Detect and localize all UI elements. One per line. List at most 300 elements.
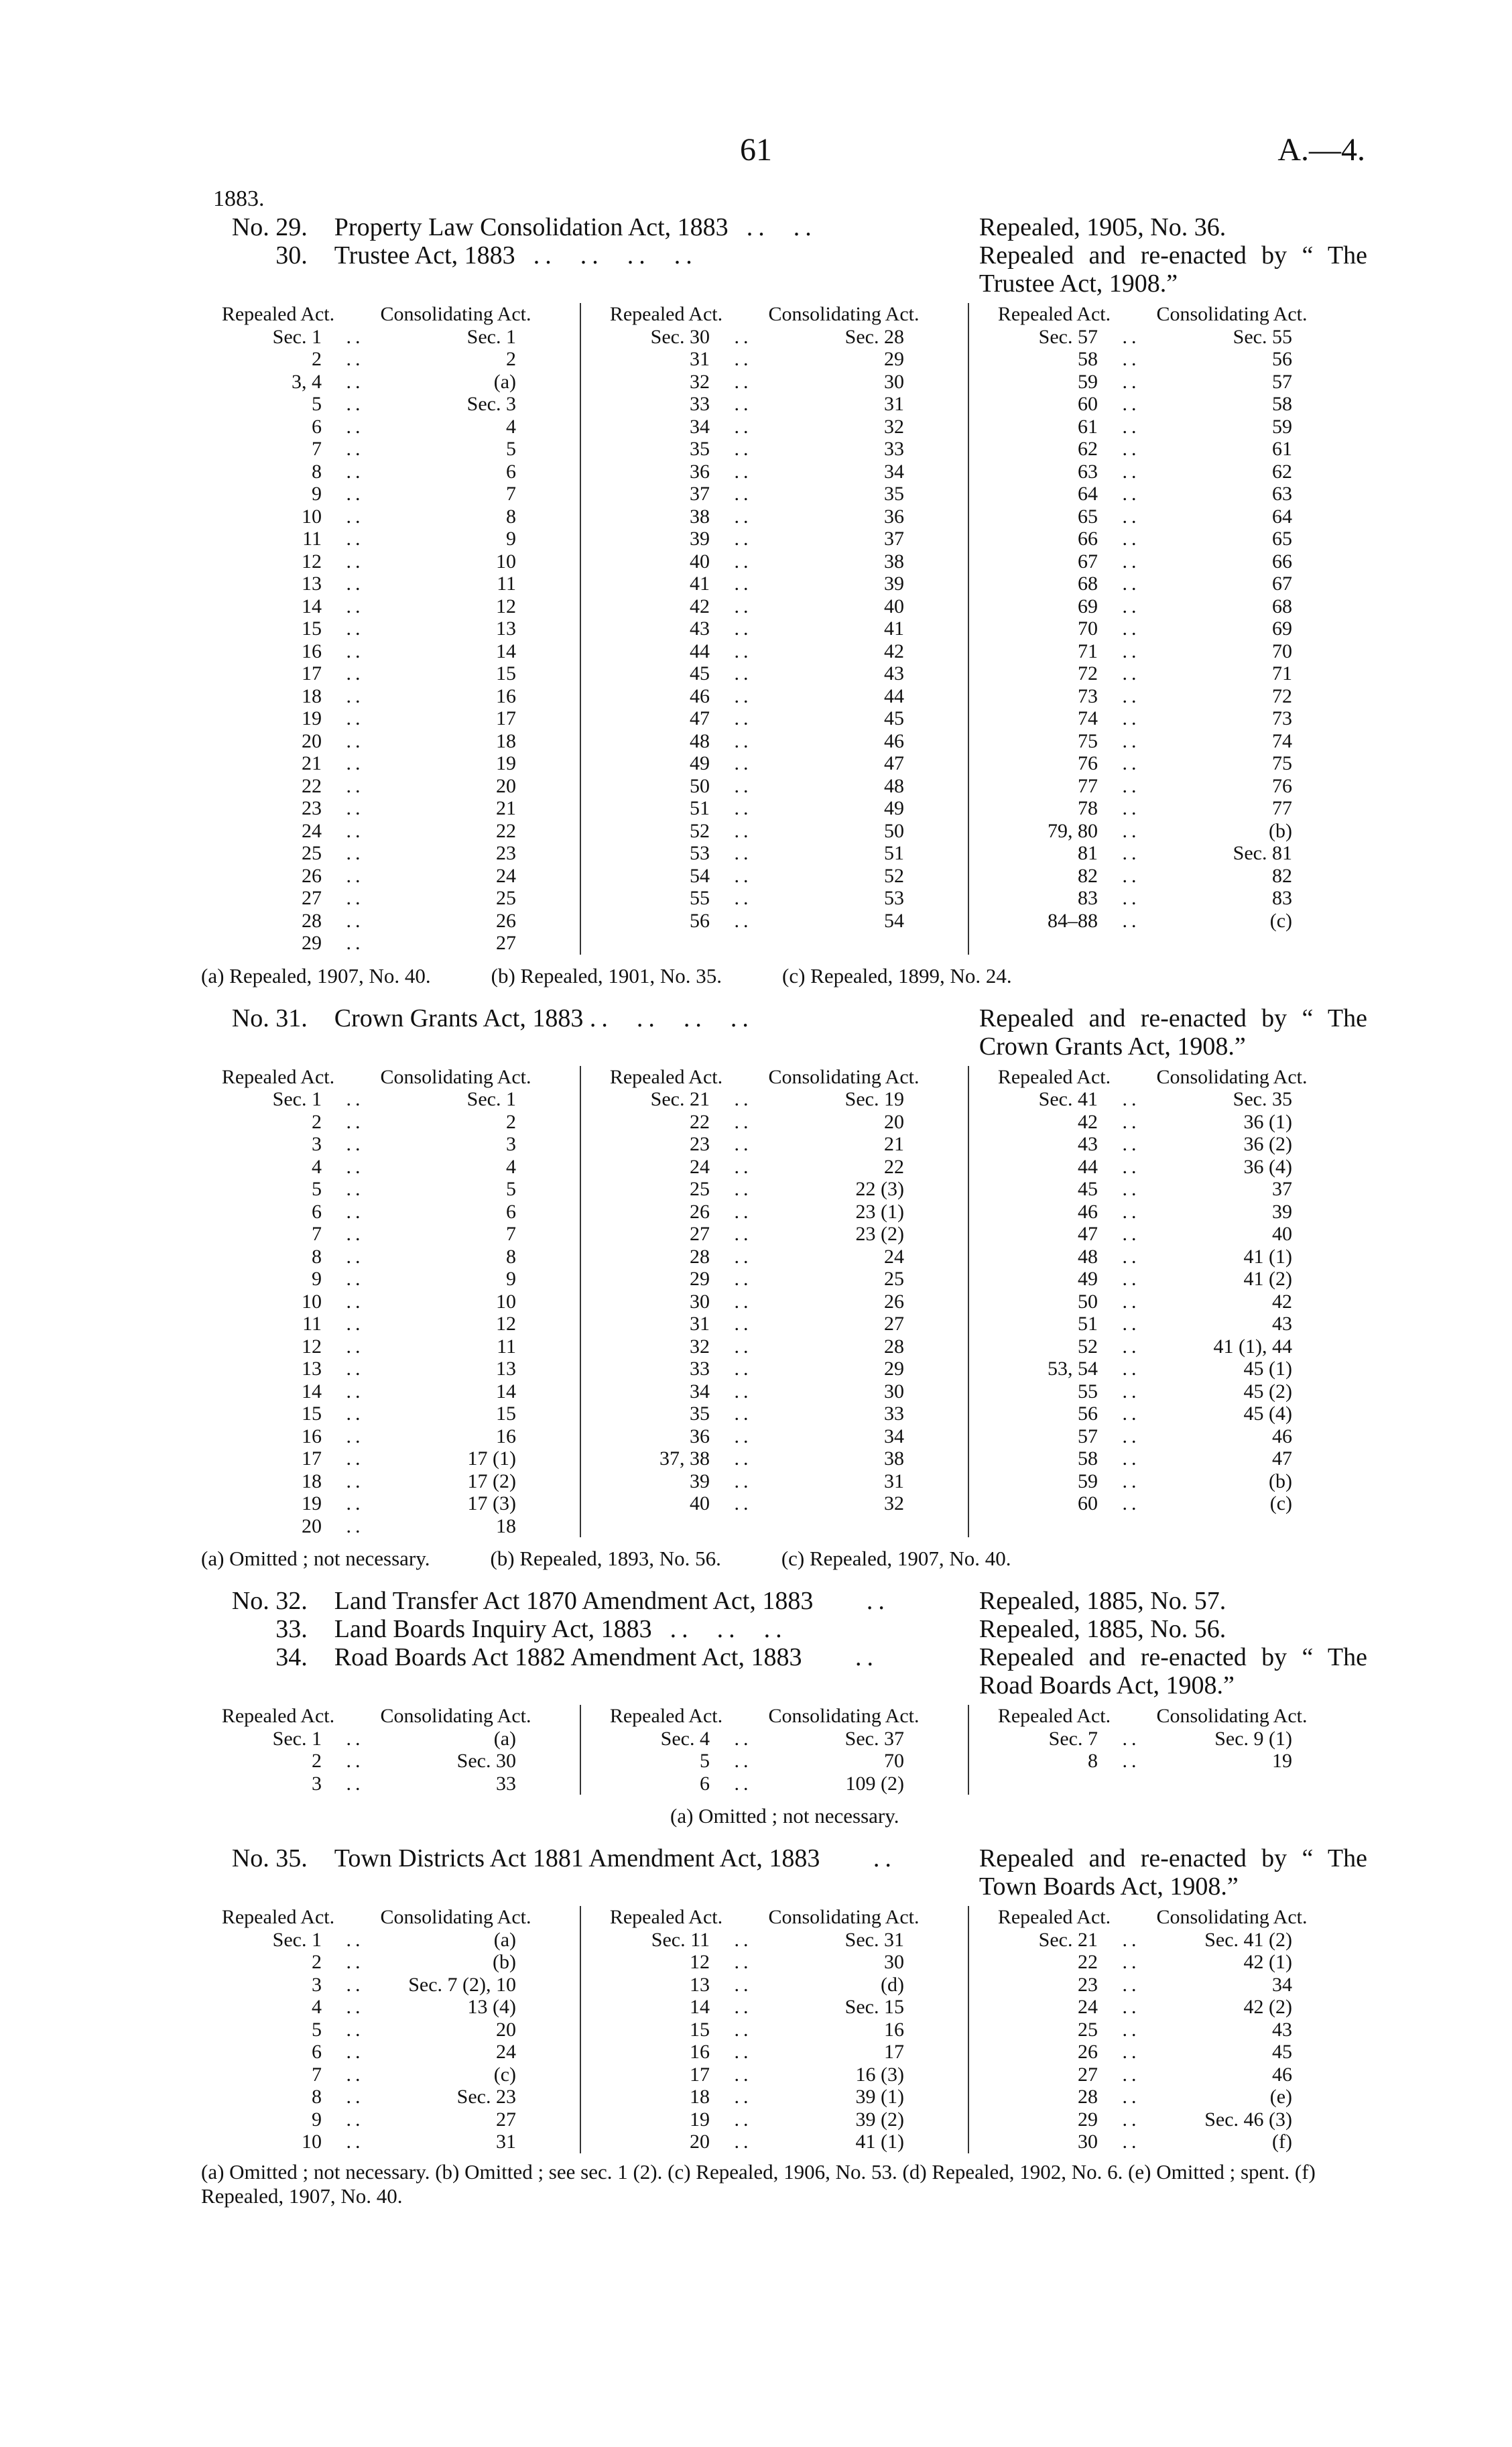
consolidating-section-cell: 64 [1272,505,1292,528]
table-row [977,752,1356,775]
table-row [977,528,1356,550]
consolidating-section-cell: 15 [496,662,516,684]
repealed-section-cell: 68 [1078,573,1098,595]
table-row [977,1133,1356,1156]
consolidating-section-cell: 63 [1272,483,1292,505]
leader-dots: .. [346,662,365,684]
repealed-section-cell: 14 [302,1380,322,1402]
consolidating-section-cell: 22 (3) [855,1178,904,1200]
consolidating-act-header: Consolidating Act. [380,1065,531,1088]
leader-dots: .. [346,1200,365,1223]
repealed-section-cell: 10 [302,505,322,528]
consolidating-act-header: Consolidating Act. [380,303,531,325]
leader-dots: .. [1122,2041,1141,2063]
table-row [977,1728,1356,1750]
table-row [201,1201,580,1224]
repealed-section-cell: 5 [312,2018,322,2041]
leader-dots: .. [346,1996,365,2018]
repealed-section-cell: 16 [302,1425,322,1447]
act-row-32 [201,1587,1367,1615]
leader-dots: .. [1122,325,1141,348]
consolidating-section-cell: (d) [881,1973,904,1996]
repealed-section-cell: 24 [1078,1996,1098,2018]
consolidating-section-cell: (c) [493,2063,516,2086]
repealed-section-cell: 7 [312,1223,322,1245]
leader-dots: .. [346,1470,365,1492]
repealed-act-header: Repealed Act. [221,1065,335,1088]
consolidating-section-cell: 38 [884,1447,904,1470]
leader-dots: .. [1122,1973,1141,1996]
consolidating-section-cell: 11 [497,573,516,595]
repealed-section-cell: 8 [1088,1750,1098,1772]
consolidating-section-cell: 9 [506,528,516,550]
repealed-section-cell: 65 [1078,505,1098,528]
table-row [201,1996,580,2019]
leader-dots: .. [734,595,753,617]
leader-dots: .. [1122,1200,1141,1223]
table-row [589,1268,968,1291]
act-number: No. 29. [231,213,308,241]
table-row [977,820,1356,843]
leader-dots: .. [1122,774,1141,797]
act-status: Repealed and re-enacted by “ The Trustee Act, 1908.” [979,241,1368,298]
repealed-act-header: Repealed Act. [221,303,335,325]
table-row [589,1773,968,1795]
consolidating-section-cell: 54 [884,909,904,932]
leader-dots: .. [734,617,753,640]
repealed-section-cell: 40 [690,1492,710,1514]
table-row [201,1447,580,1470]
leader-dots: .. [1122,887,1141,909]
repealed-section-cell: 19 [690,2108,710,2131]
consolidating-section-cell: 16 [884,2018,904,2041]
repealed-section-cell: 46 [690,684,710,707]
table-row [589,326,968,349]
consolidating-section-cell: 52 [884,864,904,887]
leader-dots: .. [734,1155,753,1178]
act-title-text: Land Boards Inquiry Act, 1883 [334,1615,652,1643]
table-row [201,1111,580,1134]
consolidating-section-cell: 6 [506,1200,516,1223]
leader-dots: .. [1122,1470,1141,1492]
repealed-section-cell: 9 [312,2108,322,2131]
consolidating-section-cell: 46 [1272,1425,1292,1447]
leader-dots: .. [346,550,365,573]
table-row [589,1088,968,1111]
leader-dots: .. [346,1335,365,1358]
repealed-section-cell: 8 [312,460,322,483]
repealed-section-cell: 2 [312,1750,322,1772]
repealed-section-cell: 11 [302,528,322,550]
table-row [589,1358,968,1380]
repealed-section-cell: 24 [690,1155,710,1178]
table-row [201,865,580,888]
leader-dots: .. [734,640,753,662]
leader-dots: .. [346,909,365,932]
leader-dots: .. [734,1335,753,1358]
consolidating-section-cell: 75 [1272,752,1292,774]
table-row [201,1470,580,1493]
repealed-section-cell: 26 [690,1200,710,1223]
leader-dots: .. [1122,370,1141,393]
footnote: (c) Repealed, 1899, No. 24. [782,963,1012,988]
consolidating-section-cell: 41 (2) [1243,1268,1292,1290]
act-status: Repealed and re-enacted by “ The Town Boards Act, 1908.” [979,1844,1368,1901]
repealed-section-cell: 6 [312,1200,322,1223]
consolidating-section-cell: 29 [884,1358,904,1380]
repealed-section-cell: 57 [1078,1425,1098,1447]
leader-dots: .. [734,887,753,909]
footnotes-35: (a) Omitted ; not necessary. (b) Omitted ; see sec. 1 (2). (c) Repealed, 1906, No. 53. (d) Repealed, 1902, No. 6. (e) Omitted ; spent. (f) Repealed, 1907, No. 40. [201,2159,1316,2208]
repealed-section-cell: Sec. 1 [272,1088,322,1110]
leader-dots: .. [346,1313,365,1335]
consolidating-section-cell: 44 [884,684,904,707]
consolidating-section-cell: 45 [884,707,904,729]
leader-dots: .. [346,617,365,640]
table-row [201,1425,580,1448]
footnote: (a) Repealed, 1907, No. 40. [201,963,431,988]
act-32-34-section [201,1587,1367,1828]
consolidating-section-cell: 42 (2) [1243,1996,1292,2018]
column-headers [201,1906,580,1929]
leader-dots: .. [1122,1928,1141,1951]
leader-dots: .. [346,1178,365,1200]
consolidating-section-cell: 27 [496,932,516,954]
table-row [977,438,1356,461]
consolidating-section-cell: 2 [506,1110,516,1133]
consolidating-section-cell: 32 [884,1492,904,1514]
repealed-section-cell: 73 [1078,684,1098,707]
consolidating-section-cell: 8 [506,1245,516,1268]
leader-dots: .. [734,1425,753,1447]
consolidating-section-cell: 53 [884,887,904,909]
table-row [977,707,1356,730]
table-row [977,1313,1356,1335]
table-row [201,550,580,573]
consolidating-section-cell: 12 [496,1313,516,1335]
table-row [201,393,580,416]
leader-dots: .. [734,550,753,573]
consolidating-act-header: Consolidating Act. [768,1705,920,1727]
consolidating-section-cell: (b) [1269,1470,1292,1492]
leader-dots: .. [734,797,753,819]
repealed-act-header: Repealed Act. [221,1705,335,1727]
table-row [977,595,1356,618]
consolidating-section-cell: (a) [493,370,516,393]
table-row [589,528,968,550]
leader-dots: .. [734,1973,753,1996]
leader-dots: .. [346,325,365,348]
table-row [589,640,968,663]
leader-dots: .. [734,1133,753,1155]
table-row [201,1291,580,1313]
consolidating-section-cell: 47 [1272,1447,1292,1470]
leader-dots: .. [1122,483,1141,505]
consolidating-section-cell: 30 [884,1951,904,1973]
leader-dots: .. [1122,1245,1141,1268]
table-column-block [968,1906,1356,2153]
leader-dots: .. [734,2086,753,2108]
footnote: (a) Omitted ; not necessary. [670,1804,899,1828]
consolidating-section-cell: 23 [496,842,516,864]
leader-dots: .. [1122,729,1141,752]
leader-dots: .. [1122,1178,1141,1200]
repealed-section-cell: 19 [302,1492,322,1514]
repealed-section-cell: 40 [690,550,710,573]
leader-dots: .. [1122,1223,1141,1245]
consolidating-act-header: Consolidating Act. [1156,303,1308,325]
table-row [589,887,968,910]
table-row [201,1133,580,1156]
table-row [977,775,1356,798]
table-row [589,1133,968,1156]
consolidating-section-cell: 6 [506,460,516,483]
table-row [201,1492,580,1515]
leader-dots: .. [1122,1358,1141,1380]
leader-dots: .. [346,1380,365,1402]
repealed-section-cell: 41 [690,573,710,595]
footnote: (b) Repealed, 1893, No. 56. [490,1547,721,1570]
repealed-section-cell: 6 [700,1772,710,1795]
consolidating-section-cell: 17 [496,707,516,729]
leader-dots: .. [346,1447,365,1470]
leader-dots: .. [734,1290,753,1313]
table-row [589,1728,968,1750]
repealed-section-cell: 22 [302,774,322,797]
repealed-section-cell: 25 [302,842,322,864]
table-row [589,2086,968,2108]
column-headers [589,1906,968,1929]
consolidating-section-cell: 30 [884,370,904,393]
repealed-section-cell: 38 [690,505,710,528]
consolidating-section-cell: 42 [884,640,904,662]
repealed-section-cell: 8 [312,1245,322,1268]
leader-dots: .. [1122,505,1141,528]
consolidating-section-cell: 59 [1272,415,1292,438]
table-row [201,2041,580,2064]
table-row [589,1750,968,1773]
repealed-section-cell: 28 [690,1245,710,1268]
comparison-table-34 [201,1705,1367,1795]
repealed-section-cell: 6 [312,2041,322,2063]
repealed-section-cell: 36 [690,460,710,483]
consolidating-section-cell: (c) [1269,1492,1292,1514]
table-row [589,730,968,753]
repealed-section-cell: 12 [302,550,322,573]
consolidating-section-cell: 45 (2) [1243,1380,1292,1402]
act-row-33 [201,1615,1367,1643]
repealed-section-cell: 30 [1078,2131,1098,2153]
consolidating-section-cell: 83 [1272,887,1292,909]
table-row [201,1246,580,1268]
consolidating-section-cell: 16 [496,1425,516,1447]
consolidating-section-cell: 36 [884,505,904,528]
consolidating-section-cell: 4 [506,415,516,438]
consolidating-section-cell: 20 [496,774,516,797]
repealed-section-cell: 28 [1078,2086,1098,2108]
leader-dots: .. [734,505,753,528]
table-row [977,1111,1356,1134]
table-row [589,1246,968,1268]
leader-dots: .. [734,1402,753,1425]
consolidating-section-cell: 37 [1272,1178,1292,1200]
consolidating-act-header: Consolidating Act. [1156,1705,1308,1727]
consolidating-section-cell: 70 [1272,640,1292,662]
leader-dots: .. [346,460,365,483]
table-row [977,1088,1356,1111]
leader-dots: .. [734,1951,753,1973]
table-row [589,1470,968,1493]
repealed-act-header: Repealed Act. [609,1906,723,1928]
column-headers [977,1705,1356,1728]
leader-dots: .. [346,797,365,819]
leader-dots: .. [734,1727,753,1750]
repealed-section-cell: 14 [302,595,322,617]
leader-dots: .. [346,438,365,460]
repealed-section-cell: 23 [302,797,322,819]
leader-dots: .. [346,1402,365,1425]
consolidating-section-cell: 34 [1272,1973,1292,1996]
repealed-section-cell: Sec. 11 [651,1928,710,1951]
table-row [977,393,1356,416]
repealed-section-cell: 35 [690,438,710,460]
leader-dots: .. [734,438,753,460]
act-title-text: Property Law Consolidation Act, 1883 [334,213,729,241]
leader-dots: .. [1122,909,1141,932]
repealed-section-cell: 58 [1078,1447,1098,1470]
repealed-section-cell: 83 [1078,887,1098,909]
table-row [201,1223,580,1246]
repealed-section-cell: 47 [690,707,710,729]
table-column-block [580,303,968,955]
table-row [977,1470,1356,1493]
leader-dots: .. [734,1447,753,1470]
consolidating-section-cell: 21 [884,1133,904,1155]
table-row [201,1974,580,1996]
act-29-30-section [201,213,1367,988]
leader-dots: .. [734,1200,753,1223]
leader-dots: .. [1122,707,1141,729]
leader-dots: .. [1122,1951,1141,1973]
repealed-section-cell: 12 [302,1335,322,1358]
leader-dots: .. [1122,393,1141,415]
repealed-section-cell: 64 [1078,483,1098,505]
consolidating-section-cell: Sec. 55 [1233,325,1292,348]
leader-dots: .. [1122,1425,1141,1447]
repealed-section-cell: 78 [1078,797,1098,819]
table-row [589,438,968,461]
leader-dots: .. [346,1928,365,1951]
leader-dots: .. [346,393,365,415]
consolidating-section-cell: 20 [884,1110,904,1133]
table-column-block [580,1705,968,1795]
consolidating-act-header: Consolidating Act. [768,1906,920,1928]
act-title: Town Districts Act 1881 Amendment Act, 1883 .. [334,1844,897,1872]
consolidating-section-cell: 37 [884,528,904,550]
consolidating-section-cell: 9 [506,1268,516,1290]
leader-dots: .. [734,752,753,774]
leader-dots: .. [346,2063,365,2086]
consolidating-section-cell: 25 [496,887,516,909]
column-headers [589,303,968,326]
consolidating-section-cell: 33 [884,438,904,460]
leader-dots: .. [1122,752,1141,774]
repealed-section-cell: Sec. 4 [660,1727,710,1750]
leader-dots: .. [1122,1380,1141,1402]
consolidating-section-cell: 65 [1272,528,1292,550]
repealed-section-cell: 4 [312,1996,322,2018]
leader-dots: .. [346,348,365,370]
table-row [201,1773,580,1795]
table-row [201,932,580,955]
table-row [589,2064,968,2086]
table-row [977,2131,1356,2153]
table-row [977,461,1356,483]
repealed-section-cell: 55 [690,887,710,909]
repealed-section-cell: 74 [1078,707,1098,729]
leader-dots: .. [346,1268,365,1290]
repealed-section-cell: 13 [690,1973,710,1996]
column-headers [977,1066,1356,1089]
table-row [589,1291,968,1313]
consolidating-section-cell: 39 [1272,1200,1292,1223]
table-row [589,1447,968,1470]
leader-dots: .. [346,2131,365,2153]
consolidating-section-cell: 41 (1) [1243,1245,1292,1268]
table-row [589,1492,968,1515]
table-column-block [968,1066,1356,1538]
consolidating-section-cell: 36 (1) [1243,1110,1292,1133]
consolidating-section-cell: 50 [884,819,904,842]
leader-dots: .. [1122,1313,1141,1335]
repealed-section-cell: 82 [1078,864,1098,887]
act-number: No. 32. [231,1587,308,1615]
footnote: (c) Repealed, 1907, No. 40. [781,1547,1011,1570]
leader-dots: .. [1122,640,1141,662]
repealed-section-cell: 72 [1078,662,1098,684]
repealed-section-cell: 20 [302,729,322,752]
repealed-section-cell: 32 [690,370,710,393]
repealed-section-cell: 13 [302,573,322,595]
leader-dots: .. [346,1290,365,1313]
repealed-section-cell: 27 [690,1223,710,1245]
table-row [977,505,1356,528]
table-row [589,1380,968,1403]
consolidating-section-cell: 5 [506,438,516,460]
repealed-section-cell: 6 [312,415,322,438]
consolidating-section-cell: 15 [496,1402,516,1425]
leader-dots: .. [346,2018,365,2041]
table-row [977,483,1356,505]
repealed-section-cell: 77 [1078,774,1098,797]
repealed-section-cell: 33 [690,1358,710,1380]
repealed-section-cell: 50 [690,774,710,797]
consolidating-section-cell: 18 [496,1514,516,1537]
repealed-section-cell: 27 [1078,2063,1098,2086]
table-row [977,1425,1356,1448]
table-row [977,2064,1356,2086]
repealed-act-header: Repealed Act. [997,1065,1111,1088]
act-number: No. 31. [231,1004,308,1032]
repealed-section-cell: 14 [690,1996,710,2018]
repealed-section-cell: 54 [690,864,710,887]
table-row [201,842,580,865]
leader-dots: .. [346,864,365,887]
leader-dots: .. [1122,2108,1141,2131]
repealed-section-cell: 34 [690,415,710,438]
table-row [201,2064,580,2086]
repealed-section-cell: 48 [690,729,710,752]
